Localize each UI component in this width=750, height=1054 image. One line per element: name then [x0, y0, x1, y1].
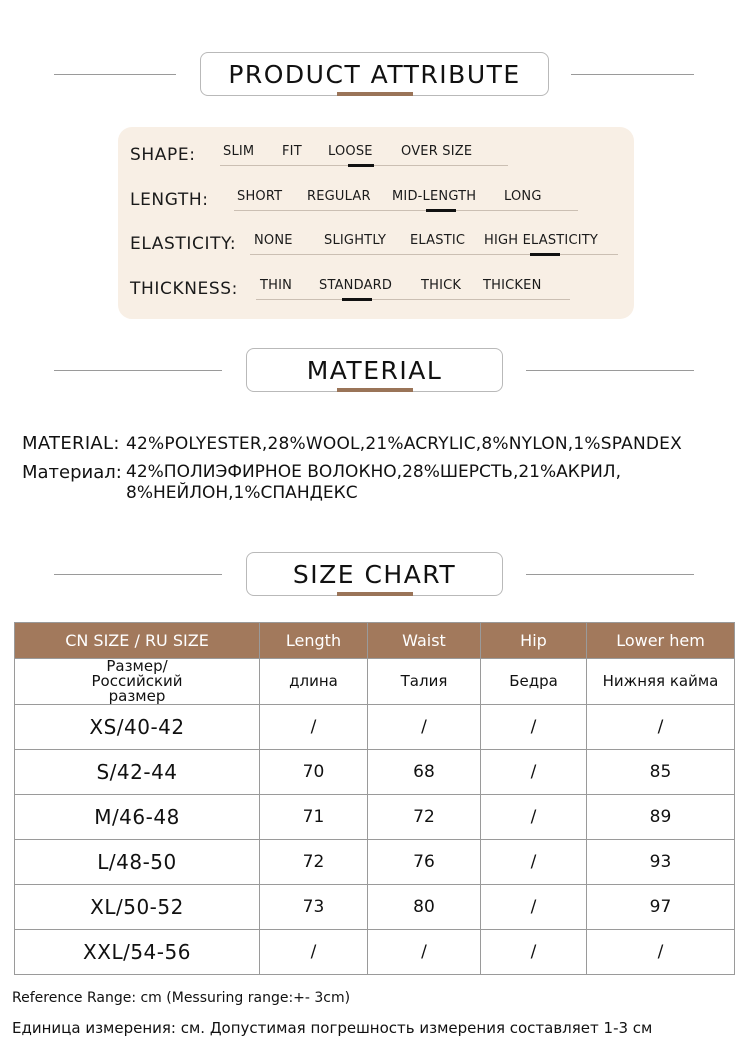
material-header: [0, 348, 750, 398]
table-cell: 71: [260, 795, 368, 840]
attr-label-thickness: THICKNESS:: [130, 279, 238, 299]
table-row: [15, 750, 735, 795]
material-ru-value-line1: 42%ПОЛИЭФИРНОЕ ВОЛОКНО,28%ШЕРСТЬ,21%АКРИЛ,: [126, 462, 621, 482]
table-cell: /: [481, 840, 587, 885]
table-cell: 72: [260, 840, 368, 885]
measurement-note-ru: Единица измерения: см. Допустимая погрешность измерения составляет 1-3 см: [12, 1019, 653, 1037]
attr-option: SHORT: [237, 189, 283, 204]
table-cell: /: [481, 795, 587, 840]
table-cell: /: [481, 885, 587, 930]
attr-label-shape: SHAPE:: [130, 145, 196, 165]
table-cell: /: [587, 705, 735, 750]
column-header: CN SIZE / RU SIZE: [15, 623, 260, 659]
table-cell: 97: [587, 885, 735, 930]
material-ru-label: Материал:: [22, 462, 122, 483]
attr-option: NONE: [254, 233, 293, 248]
table-cell: 72: [368, 795, 481, 840]
table-cell: /: [260, 930, 368, 975]
column-subheader: Талия: [368, 659, 481, 705]
table-cell: 93: [587, 840, 735, 885]
table-row: [15, 930, 735, 975]
table-cell: 80: [368, 885, 481, 930]
table-cell: 73: [260, 885, 368, 930]
table-cell: 70: [260, 750, 368, 795]
attr-option: SLIM: [223, 144, 255, 159]
column-subheader: Размер/Российский размер: [15, 659, 260, 705]
table-cell: /: [481, 930, 587, 975]
divider-line-right: [571, 74, 694, 75]
table-cell: 89: [587, 795, 735, 840]
material-en-label: MATERIAL:: [22, 433, 120, 454]
attr-option-selected: STANDARD: [319, 278, 393, 293]
table-row: [15, 705, 735, 750]
table-cell: /: [368, 930, 481, 975]
attr-option: REGULAR: [307, 189, 371, 204]
size-chart-table: [14, 622, 735, 975]
table-subheader-row: [15, 659, 735, 705]
table-cell: /: [481, 705, 587, 750]
attr-option-selected: MID-LENGTH: [392, 189, 477, 204]
attr-rule: [234, 210, 578, 211]
column-subheader: Бедра: [481, 659, 587, 705]
column-subheader: Нижняя кайма: [587, 659, 735, 705]
divider-line-left: [54, 370, 222, 371]
divider-line-left: [54, 574, 222, 575]
attr-selected-marker: [348, 164, 374, 167]
attr-option: LONG: [504, 189, 542, 204]
attr-option: SLIGHTLY: [324, 233, 387, 248]
attr-selected-marker: [426, 209, 456, 212]
size-cell: L/48-50: [15, 840, 260, 885]
divider-line-left: [54, 74, 176, 75]
reference-range-note: Reference Range: cm (Messuring range:+- 3cm): [12, 990, 351, 1006]
attr-row-length: [130, 180, 630, 216]
size-cell: XS/40-42: [15, 705, 260, 750]
attr-label-elasticity: ELASTICITY:: [130, 234, 237, 254]
column-header: Length: [260, 623, 368, 659]
table-cell: /: [481, 750, 587, 795]
material-en-value: 42%POLYESTER,28%WOOL,21%ACRYLIC,8%NYLON,1%SPANDEX: [126, 434, 682, 454]
attr-selected-marker: [530, 253, 560, 256]
title-accent-bar: [337, 92, 413, 96]
size-cell: M/46-48: [15, 795, 260, 840]
table-cell: 68: [368, 750, 481, 795]
table-row: [15, 885, 735, 930]
size-cell: XL/50-52: [15, 885, 260, 930]
table-cell: /: [587, 930, 735, 975]
table-cell: 85: [587, 750, 735, 795]
attr-option: FIT: [282, 144, 302, 159]
column-header: Waist: [368, 623, 481, 659]
attr-label-length: LENGTH:: [130, 190, 209, 210]
column-header: Hip: [481, 623, 587, 659]
table-header-row: [15, 623, 735, 659]
table-cell: 76: [368, 840, 481, 885]
attribute-panel: [118, 127, 634, 319]
table-row: [15, 840, 735, 885]
size-cell: S/42-44: [15, 750, 260, 795]
table-cell: /: [260, 705, 368, 750]
attr-row-shape: [130, 135, 630, 171]
material-ru-value-line2: 8%НЕЙЛОН,1%СПАНДЕКС: [126, 483, 358, 503]
divider-line-right: [526, 574, 694, 575]
column-subheader: длина: [260, 659, 368, 705]
attr-rule: [256, 299, 570, 300]
attr-selected-marker: [342, 298, 372, 301]
divider-line-right: [526, 370, 694, 371]
material-title: MATERIAL: [246, 348, 503, 392]
attr-option: THICK: [421, 278, 462, 293]
attr-row-thickness: [130, 269, 630, 305]
attr-option: ELASTIC: [410, 233, 466, 248]
attr-option: OVER SIZE: [401, 144, 473, 159]
table-cell: /: [368, 705, 481, 750]
attr-option: THICKEN: [483, 278, 542, 293]
size-chart-title: SIZE CHART: [246, 552, 503, 596]
table-row: [15, 795, 735, 840]
attr-rule: [250, 254, 618, 255]
size-cell: XXL/54-56: [15, 930, 260, 975]
product-attribute-title: PRODUCT ATTRIBUTE: [200, 52, 549, 96]
attr-option-selected: LOOSE: [328, 144, 373, 159]
product-attribute-header: [0, 52, 750, 102]
title-accent-bar: [337, 388, 413, 392]
attr-row-elasticity: [130, 224, 630, 260]
attr-option: THIN: [260, 278, 293, 293]
title-accent-bar: [337, 592, 413, 596]
column-header: Lower hem: [587, 623, 735, 659]
attr-option-selected: HIGH ELASTICITY: [484, 233, 599, 248]
size-chart-header: [0, 552, 750, 602]
